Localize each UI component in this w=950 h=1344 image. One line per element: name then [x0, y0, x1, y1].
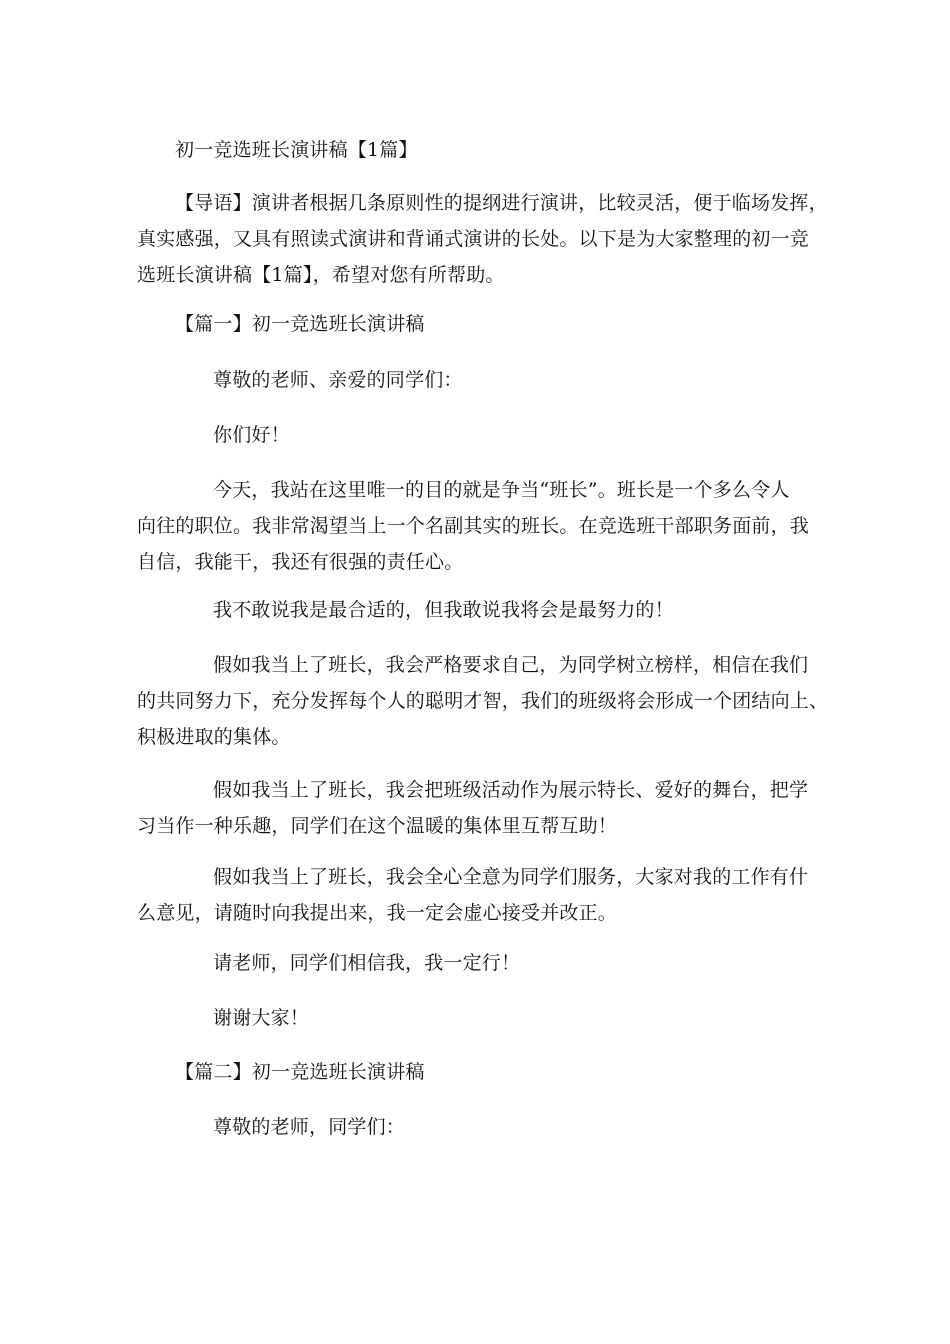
paragraph-six: 请老师，同学们相信我，我一定行！ [213, 952, 521, 974]
intro-line: 选班长演讲稿【1篇】，希望对您有所帮助。 [137, 264, 505, 286]
intro-line: 【导语】演讲者根据几条原则性的提纲进行演讲，比较灵活，便于临场发挥， [175, 192, 828, 214]
paragraph-line: 假如我当上了班长，我会全心全意为同学们服务，大家对我的工作有什 [213, 866, 809, 888]
section-two-heading: 【篇二】初一竞选班长演讲稿 [175, 1061, 425, 1083]
intro-line: 真实感强，又具有照读式演讲和背诵式演讲的长处。以下是为大家整理的初一竞 [137, 228, 810, 250]
paragraph-line: 向往的职位。我非常渴望当上一个名副其实的班长。在竞选班干部职务面前，我 [137, 515, 810, 537]
paragraph-one [137, 472, 827, 580]
paragraph-four [137, 772, 827, 844]
section-one-heading: 【篇一】初一竞选班长演讲稿 [175, 313, 425, 335]
closing-line: 谢谢大家！ [213, 1007, 310, 1029]
document-title: 初一竞选班长演讲稿【1篇】 [175, 139, 418, 161]
intro-paragraph [137, 185, 827, 293]
paragraph-line: 假如我当上了班长，我会严格要求自己，为同学树立榜样，相信在我们 [213, 654, 809, 676]
paragraph-three [137, 647, 827, 755]
paragraph-line: 积极进取的集体。 [137, 726, 291, 748]
greeting-two: 尊敬的老师，同学们： [213, 1116, 406, 1138]
paragraph-line: 么意见，请随时向我提出来，我一定会虚心接受并改正。 [137, 902, 618, 924]
paragraph-five [137, 859, 827, 931]
hello-line: 你们好！ [213, 424, 290, 446]
paragraph-line: 自信，我能干，我还有很强的责任心。 [137, 551, 464, 573]
paragraph-line: 的共同努力下，充分发挥每个人的聪明才智，我们的班级将会形成一个团结向上、 [137, 690, 829, 712]
greeting-one: 尊敬的老师、亲爱的同学们： [213, 369, 463, 391]
paragraph-line: 今天，我站在这里唯一的目的就是争当“班长”。班长是一个多么令人 [213, 479, 790, 501]
paragraph-line: 习当作一种乐趣，同学们在这个温暖的集体里互帮互助！ [137, 815, 618, 837]
paragraph-line: 假如我当上了班长，我会把班级活动作为展示特长、爱好的舞台，把学 [213, 779, 809, 801]
paragraph-two: 我不敢说我是最合适的，但我敢说我将会是最努力的！ [213, 599, 674, 621]
